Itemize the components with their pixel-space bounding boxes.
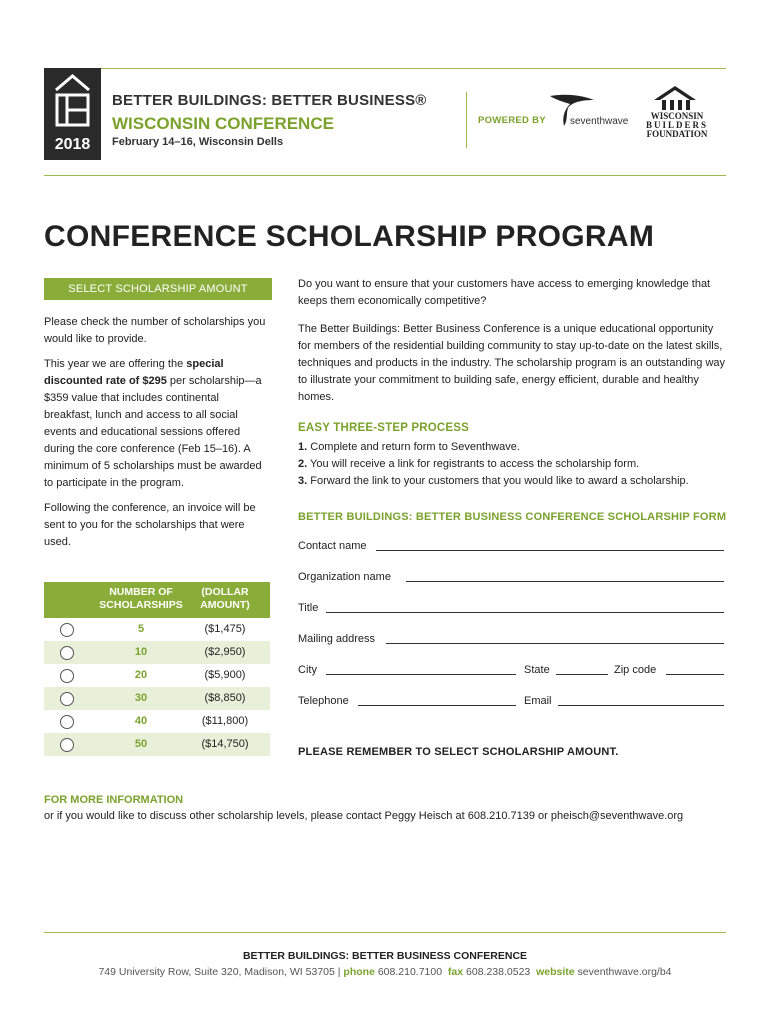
table-row: 30 ($8,850) (44, 687, 270, 710)
website-link[interactable]: seventhwave.org/b4 (577, 966, 672, 978)
step-1: 1. Complete and return form to Seventhwave. (298, 441, 520, 453)
scholarship-radio-30[interactable] (60, 692, 74, 706)
select-amount-banner: SELECT SCHOLARSHIP AMOUNT (44, 278, 272, 300)
column-header-number: NUMBER OF SCHOLARSHIPS (99, 586, 183, 611)
scholarship-radio-20[interactable] (60, 669, 74, 683)
email-field[interactable] (558, 705, 724, 706)
organization-name-field[interactable] (406, 581, 724, 582)
page-title: CONFERENCE SCHOLARSHIP PROGRAM (44, 220, 655, 253)
steps-heading: EASY THREE-STEP PROCESS (298, 422, 469, 434)
telephone-field[interactable] (358, 705, 516, 706)
about-paragraph: The Better Buildings: Better Business Conference is a unique educational opportunity for members of the residential building community to stay up-to-date on the latest skills, techniques and products in the industry. The scholarship program is an outstanding way to illustrate your commitment to building safe, energy efficient, durable and healthy homes. (298, 323, 726, 403)
footer-address: 749 University Row, Suite 320, Madison, WI 53705 | phone 608.210.7100 fax 608.238.0523 website seventhwave.org/b4 (98, 966, 672, 978)
header-bottom-rule (44, 175, 726, 176)
header-divider (466, 92, 467, 148)
table-header (44, 582, 270, 618)
footer-title: BETTER BUILDINGS: BETTER BUSINESS CONFERENCE (242, 950, 528, 962)
header-date: February 14–16, Wisconsin Dells (112, 136, 284, 148)
scholarship-radio-5[interactable] (60, 623, 74, 637)
zip-code-label: Zip code (614, 664, 657, 676)
city-field[interactable] (326, 674, 516, 675)
zip-code-field[interactable] (666, 674, 724, 675)
footer-rule (44, 932, 726, 933)
contact-name-field[interactable] (376, 550, 724, 551)
conference-year: 2018 (54, 136, 91, 153)
organization-name-label: Organization name (298, 571, 391, 583)
title-label: Title (298, 602, 319, 614)
question-paragraph: Do you want to ensure that your customers have access to emerging knowledge that keeps them economically competitive? (298, 278, 711, 307)
table-row: 40 ($11,800) (44, 710, 270, 733)
powered-by-label: POWERED BY (478, 115, 546, 126)
scholarship-radio-40[interactable] (60, 715, 74, 729)
header-title: BETTER BUILDINGS: BETTER BUSINESS® (112, 92, 427, 109)
title-field[interactable] (326, 612, 724, 613)
more-info-text: or if you would like to discuss other scholarship levels, please contact Peggy Heisch at 608.210.7139 or pheisch@seventhwave.org (44, 810, 684, 822)
builders-foundation-logo-text: WISCONSIN BUILDERS FOUNDATION (645, 111, 708, 139)
reminder-note: PLEASE REMEMBER TO SELECT SCHOLARSHIP AMOUNT. (298, 746, 619, 758)
intro-paragraph: Please check the number of scholarships you would like to provide. (44, 316, 266, 345)
more-info-heading: FOR MORE INFORMATION (44, 794, 184, 806)
mailing-address-label: Mailing address (298, 633, 376, 645)
city-label: City (298, 664, 317, 676)
form-heading: BETTER BUILDINGS: BETTER BUSINESS CONFERENCE SCHOLARSHIP FORM (298, 511, 727, 523)
step-2: 2. You will receive a link for registrants to access the scholarship form. (298, 458, 640, 470)
invoice-paragraph: Following the conference, an invoice will be sent to you for the scholarships that were used. (44, 502, 256, 548)
table-row: 10 ($2,950) (44, 641, 270, 664)
mailing-address-field[interactable] (386, 643, 724, 644)
telephone-label: Telephone (298, 695, 349, 707)
step-3: 3. Forward the link to your customers that you would like to award a scholarship. (298, 475, 689, 487)
table-row: 5 ($1,475) (44, 618, 270, 641)
offer-paragraph: This year we are offering the special discounted rate of $295 per scholarship—a $359 value that includes continental breakfast, lunch and access to all social events and educational sessions offered during the core conference (Feb 15–16). A minimum of 5 scholarships must be awarded to participate in the program. (44, 358, 262, 489)
column-header-amount: (DOLLAR AMOUNT) (200, 586, 250, 611)
scholarship-radio-50[interactable] (60, 738, 74, 752)
house-icon (44, 68, 101, 134)
email-label: Email (524, 695, 552, 707)
scholarship-radio-10[interactable] (60, 646, 74, 660)
table-row: 50 ($14,750) (44, 733, 270, 756)
state-label: State (524, 664, 550, 676)
header-rule (100, 68, 726, 69)
state-field[interactable] (556, 674, 608, 675)
header-subtitle: WISCONSIN CONFERENCE (112, 114, 334, 133)
seventhwave-logo-text: seventhwave (570, 116, 629, 127)
builders-foundation-logo-icon (650, 84, 700, 112)
contact-name-label: Contact name (298, 540, 367, 552)
table-row: 20 ($5,900) (44, 664, 270, 687)
